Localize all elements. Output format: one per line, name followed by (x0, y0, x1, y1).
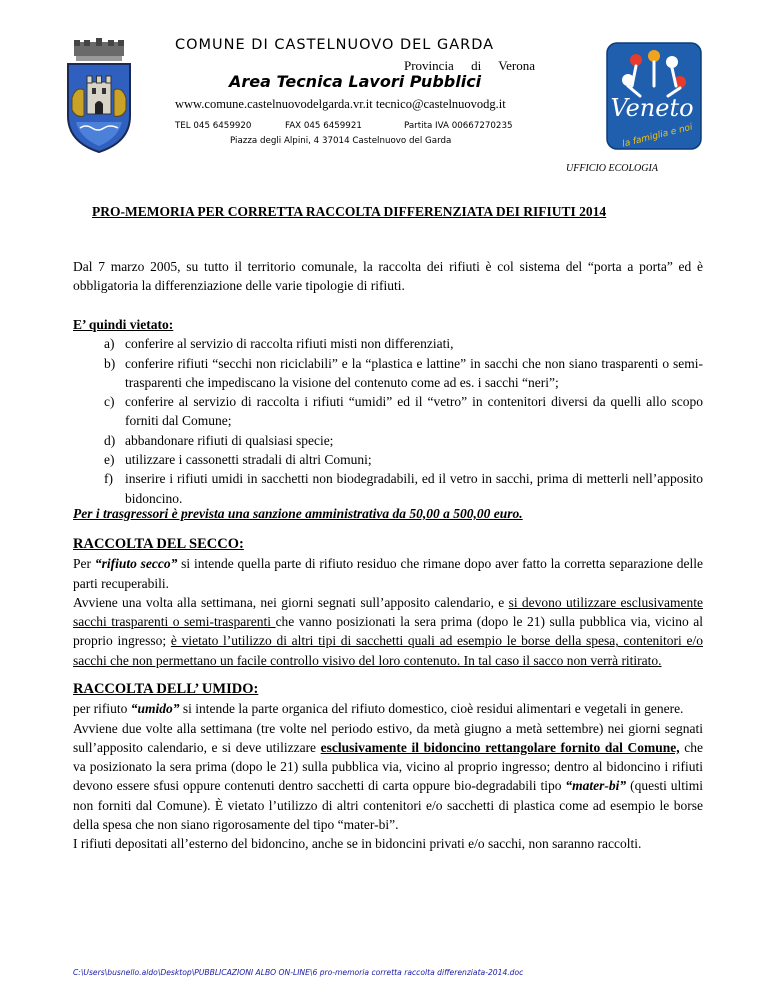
prohibitions-section (73, 315, 703, 508)
prohibition-marker: d) (104, 432, 116, 448)
phone-number: TEL 045 6459920 (175, 121, 252, 131)
wet-waste-section (73, 680, 703, 854)
sanction-text: Per i trasgressori è prevista una sanzione amministrativa da 50,00 a 500,00 euro. (73, 506, 523, 521)
prohibition-item (73, 450, 703, 469)
address: Piazza degli Alpini, 4 37014 Castelnuovo del Garda (230, 136, 452, 146)
coat-of-arms-logo (62, 38, 136, 156)
veneto-logo-text: Veneto (610, 94, 694, 122)
fax-number: FAX 045 6459921 (285, 121, 362, 131)
department-name: Area Tecnica Lavori Pubblici (229, 72, 482, 91)
veneto-logo-motto: la famiglia e noi (621, 122, 694, 150)
prohibition-item (73, 392, 703, 431)
wet-waste-rules: Avviene due volte alla settimana (tre volte nel periodo estivo, da metà giugno a metà settembre) nei giorni segnati sull’apposito calendario, e si deve utilizzare esclusivamente il bidoncino rettangolare fornito dal Comune, che va posizionato la sera prima (dopo le 21) sulla pubblica via, vicino al proprio ingresso; dentro al bidoncino i rifiuti devono essere sfusi oppure contenuti dentro sacchetti di carta oppure bio-degradabili tipo “mater-bi” (questi ultimi non forniti dal Comune). È vietato l’utilizzo di altri contenitori e/o sacchetti di plastica come ad esempio le borse della spesa che non siano rigorosamente del tipo “mater-bi”. (73, 720, 703, 833)
prohibitions-label: E’ quindi vietato: (73, 317, 174, 332)
dry-waste-rules: Avviene una volta alla settimana, nei giorni segnati sull’apposito calendario, e si devono utilizzare esclusivamente sacchi trasparenti o semi-trasparenti che vanno posizionati la sera prima (dopo le 21) sulla pubblica via, vicino al proprio ingresso; è vietato l’utilizzo di altri tipi di sacchetti quali ad esempio le borse della spesa, contenitori e/o sacchi che non permettano un facile controllo visivo del loro contenuto. In tal caso il sacco non verrà ritirato. (73, 594, 703, 668)
vat-number: Partita IVA 00667270235 (404, 121, 513, 131)
prohibition-item (73, 334, 703, 353)
prohibition-marker: e) (104, 452, 115, 468)
file-path-footer: C:\Users\busnello.aldo\Desktop\PUBBLICAZIONI ALBO ON-LINE\6 pro-memoria corretta raccolta differenziata-2014.doc (73, 968, 524, 977)
dry-waste-heading: RACCOLTA DEL SECCO: (73, 536, 244, 552)
prohibition-marker: f) (104, 471, 113, 487)
contact-line (175, 121, 513, 131)
municipality-name: COMUNE DI CASTELNUOVO DEL GARDA (175, 37, 495, 53)
prohibition-marker: b) (104, 355, 116, 371)
prohibition-text: conferire al servizio di raccolta rifiuti misti non differenziati, (125, 336, 454, 352)
prohibitions-list (73, 334, 703, 508)
intro-paragraph (73, 257, 703, 296)
prohibition-item (73, 431, 703, 450)
wet-waste-heading: RACCOLTA DELL’ UMIDO: (73, 681, 259, 697)
sanction-section (73, 504, 703, 523)
dry-waste-section (73, 535, 703, 670)
prohibition-marker: c) (104, 394, 115, 410)
prohibition-text: inserire i rifiuti umidi in sacchetti non biodegradabili, ed il vetro in sacchi, prima di metterli nell’apposito bidoncino. (125, 471, 703, 506)
dry-waste-definition: Per “rifiuto secco” si intende quella parte di rifiuto residuo che rimane dopo aver fatto la corretta separazione delle parti recuperabili. (73, 556, 704, 591)
veneto-region-logo (606, 42, 702, 150)
website-email: www.comune.castelnuovodelgarda.vr.it tecnico@castelnuovodg.it (175, 97, 506, 111)
province: Provincia di Verona (404, 58, 536, 73)
office-label: UFFICIO ECOLOGIA (566, 163, 658, 174)
prohibition-text: utilizzare i cassonetti stradali di altri Comuni; (125, 452, 372, 468)
prohibition-marker: a) (104, 336, 115, 352)
prohibition-item (73, 354, 703, 393)
intro-text: Dal 7 marzo 2005, su tutto il territorio comunale, la raccolta dei rifiuti è col sistema del “porta a porta” ed è obbligatoria la differenziazione delle varie tipologie di rifiuti. (73, 259, 703, 294)
prohibition-text: abbandonare rifiuti di qualsiasi specie; (125, 432, 334, 448)
wet-waste-definition: per rifiuto “umido” si intende la parte organica del rifiuto domestico, cioè residui alimentari e vegetali in genere. (73, 701, 684, 717)
document-title: PRO-MEMORIA PER CORRETTA RACCOLTA DIFFERENZIATA DEI RIFIUTI 2014 (92, 204, 607, 219)
prohibition-text: conferire rifiuti “secchi non riciclabili” e la “plastica e lattine” in sacchi che non siano trasparenti o semi-trasparenti che impediscano la visione del contenuto come ad es. i sacchi “neri”; (125, 355, 703, 390)
prohibition-item (73, 469, 703, 508)
prohibition-text: conferire al servizio di raccolta i rifiuti “umidi” ed il “vetro” in contenitori diversi da quelli allo scopo forniti dal Comune; (125, 394, 703, 429)
wet-waste-note: I rifiuti depositati all’esterno del bidoncino, anche se in bidoncini privati e/o sacchi, non saranno raccolti. (73, 836, 642, 852)
